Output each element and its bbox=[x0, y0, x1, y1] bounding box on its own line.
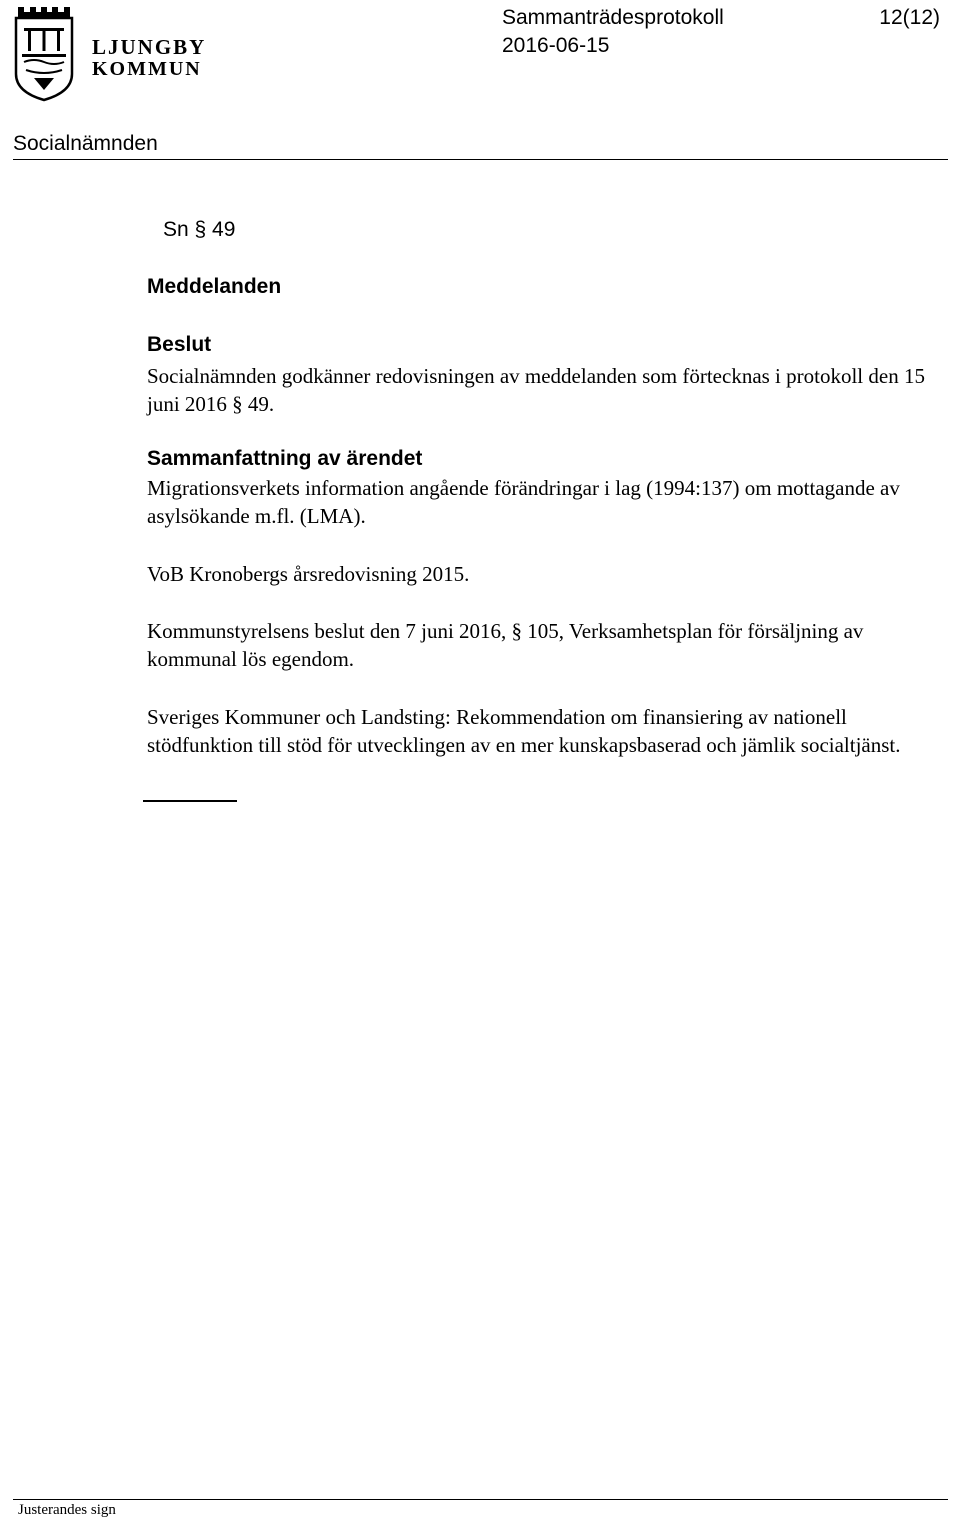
summary-heading: Sammanfattning av ärendet bbox=[147, 447, 423, 470]
document-title: Sammanträdesprotokoll bbox=[502, 6, 724, 29]
municipality-wordmark bbox=[92, 36, 206, 80]
meeting-date: 2016-06-15 bbox=[502, 34, 610, 57]
summary-item: Migrationsverkets information angående förändringar i lag (1994:137) om mottagande av asylsökande m.fl. (LMA). bbox=[147, 476, 900, 528]
section-end-rule bbox=[143, 800, 237, 802]
ljungby-coat-of-arms-icon bbox=[12, 4, 76, 102]
page-number: 12(12) bbox=[879, 6, 940, 29]
organ-name: Socialnämnden bbox=[13, 132, 158, 155]
wordmark-line-1: LJUNGBY bbox=[92, 35, 207, 59]
decision-text: Socialnämnden godkänner redovisningen av meddelanden som förtecknas i protokoll den 15 juni 2016 § 49. bbox=[147, 364, 925, 416]
wordmark-line-2: KOMMUN bbox=[92, 58, 202, 80]
decision-heading: Beslut bbox=[147, 333, 212, 356]
footer-divider bbox=[13, 1499, 948, 1500]
header-divider bbox=[13, 159, 948, 160]
paragraph-number: Sn § 49 bbox=[163, 218, 236, 241]
signature-label: Justerandes sign bbox=[18, 1502, 116, 1518]
section-title: Meddelanden bbox=[147, 275, 282, 298]
summary-item: VoB Kronobergs årsredovisning 2015. bbox=[147, 562, 470, 586]
summary-item: Sveriges Kommuner och Landsting: Rekommendation om finansiering av nationell stödfunktion till stöd för utvecklingen av en mer kunskapsbaserad och jämlik socialtjänst. bbox=[147, 705, 901, 757]
summary-item: Kommunstyrelsens beslut den 7 juni 2016, § 105, Verksamhetsplan för försäljning av kommunal lös egendom. bbox=[147, 619, 864, 671]
